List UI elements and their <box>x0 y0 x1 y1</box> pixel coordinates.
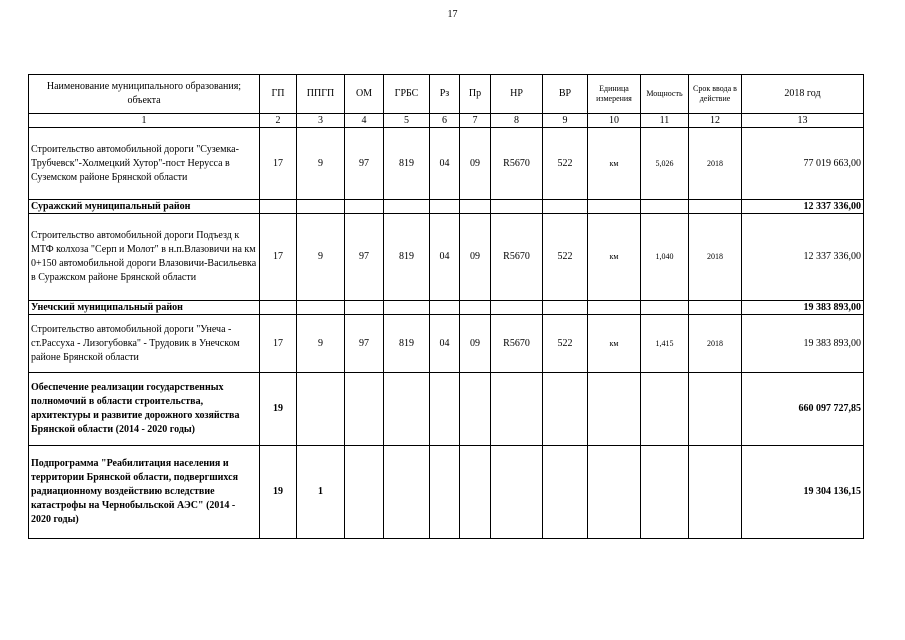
program-row <box>29 373 864 446</box>
capacity-cell: 5,026 <box>641 128 689 200</box>
subprogram-row <box>29 446 864 539</box>
empty-cell <box>297 200 345 214</box>
gp-cell: 17 <box>260 214 297 301</box>
empty-cell <box>260 301 297 315</box>
object-name: Строительство автомобильной дороги "Суземка-Трубчевск"-Холмецкий Хутор"-пост Нерусса в Суземском районе Брянской области <box>29 128 260 200</box>
empty-cell <box>384 200 430 214</box>
grbs-cell: 819 <box>384 315 430 373</box>
unit-cell: км <box>588 214 641 301</box>
om-cell: 97 <box>345 315 384 373</box>
empty-cell <box>491 301 543 315</box>
district-name: Суражский муниципальный район <box>29 200 260 214</box>
table-row <box>29 128 864 200</box>
empty-cell <box>543 301 588 315</box>
amount-cell: 12 337 336,00 <box>742 214 864 301</box>
capacity-cell: 1,415 <box>641 315 689 373</box>
nr-cell: R5670 <box>491 128 543 200</box>
header-ppgp: ППГП <box>297 75 345 114</box>
header-grbs: ГРБС <box>384 75 430 114</box>
empty-cell <box>588 301 641 315</box>
table-row <box>29 214 864 301</box>
empty-cell <box>297 373 345 446</box>
header-pr: Пр <box>460 75 491 114</box>
column-number: 2 <box>260 114 297 128</box>
unit-cell: км <box>588 315 641 373</box>
empty-cell <box>260 200 297 214</box>
header-gp: ГП <box>260 75 297 114</box>
column-number: 12 <box>689 114 742 128</box>
amount-cell: 77 019 663,00 <box>742 128 864 200</box>
vr-cell: 522 <box>543 128 588 200</box>
program-amount: 660 097 727,85 <box>742 373 864 446</box>
subprogram-name: Подпрограмма "Реабилитация населения и территории Брянской области, подвергшихся радиационному воздействию вследствие катастрофы на Чернобыльской АЭС" (2014 - 2020 годы) <box>29 446 260 539</box>
column-numbers-row <box>29 114 864 128</box>
header-vr: ВР <box>543 75 588 114</box>
empty-cell <box>384 301 430 315</box>
budget-table <box>28 74 864 539</box>
header-capacity: Мощность <box>641 75 689 114</box>
object-name: Строительство автомобильной дороги "Унеча - ст.Рассуха - Лизогубовка" - Трудовик в Унечском районе Брянской области <box>29 315 260 373</box>
district-name: Унечский муниципальный район <box>29 301 260 315</box>
column-number: 1 <box>29 114 260 128</box>
gp-cell: 17 <box>260 128 297 200</box>
gp-cell: 19 <box>260 446 297 539</box>
rz-cell: 04 <box>430 315 460 373</box>
column-number: 9 <box>543 114 588 128</box>
empty-cell <box>588 200 641 214</box>
vr-cell: 522 <box>543 315 588 373</box>
empty-cell <box>345 373 384 446</box>
empty-cell <box>641 301 689 315</box>
table-row <box>29 315 864 373</box>
rz-cell: 04 <box>430 128 460 200</box>
empty-cell <box>641 373 689 446</box>
empty-cell <box>384 373 430 446</box>
empty-cell <box>588 446 641 539</box>
term-cell: 2018 <box>689 214 742 301</box>
empty-cell <box>430 200 460 214</box>
empty-cell <box>543 446 588 539</box>
pr-cell: 09 <box>460 128 491 200</box>
page-number: 17 <box>447 9 458 20</box>
pr-cell: 09 <box>460 214 491 301</box>
vr-cell: 522 <box>543 214 588 301</box>
empty-cell <box>460 446 491 539</box>
nr-cell: R5670 <box>491 315 543 373</box>
empty-cell <box>491 373 543 446</box>
column-number: 6 <box>430 114 460 128</box>
ppgp-cell: 9 <box>297 214 345 301</box>
empty-cell <box>641 200 689 214</box>
gp-cell: 19 <box>260 373 297 446</box>
empty-cell <box>491 200 543 214</box>
empty-cell <box>345 301 384 315</box>
subprogram-amount: 19 304 136,15 <box>742 446 864 539</box>
empty-cell <box>345 446 384 539</box>
column-number: 8 <box>491 114 543 128</box>
empty-cell <box>460 373 491 446</box>
amount-cell: 19 383 893,00 <box>742 315 864 373</box>
empty-cell <box>460 301 491 315</box>
district-amount: 19 383 893,00 <box>742 301 864 315</box>
ppgp-cell: 9 <box>297 128 345 200</box>
district-amount: 12 337 336,00 <box>742 200 864 214</box>
column-number: 3 <box>297 114 345 128</box>
nr-cell: R5670 <box>491 214 543 301</box>
header-name: Наименование муниципального образования; объекта <box>29 75 260 114</box>
empty-cell <box>641 446 689 539</box>
empty-cell <box>689 200 742 214</box>
empty-cell <box>689 301 742 315</box>
column-number: 13 <box>742 114 864 128</box>
empty-cell <box>588 373 641 446</box>
empty-cell <box>297 301 345 315</box>
object-name: Строительство автомобильной дороги Подъезд к МТФ колхоза "Серп и Молот" в н.п.Влазовичи на км 0+150 автомобильной дороги Влазовичи-Васильевка в Суражском районе Брянской области <box>29 214 260 301</box>
unit-cell: км <box>588 128 641 200</box>
empty-cell <box>689 373 742 446</box>
header-om: ОМ <box>345 75 384 114</box>
empty-cell <box>430 446 460 539</box>
empty-cell <box>491 446 543 539</box>
header-nr: НР <box>491 75 543 114</box>
pr-cell: 09 <box>460 315 491 373</box>
empty-cell <box>430 301 460 315</box>
column-number: 4 <box>345 114 384 128</box>
empty-cell <box>384 446 430 539</box>
om-cell: 97 <box>345 214 384 301</box>
district-row <box>29 200 864 214</box>
empty-cell <box>689 446 742 539</box>
header-year: 2018 год <box>742 75 864 114</box>
column-number: 11 <box>641 114 689 128</box>
program-name: Обеспечение реализации государственных полномочий в области строительства, архитектуры и развитие дорожного хозяйства Брянской области (2014 - 2020 годы) <box>29 373 260 446</box>
capacity-cell: 1,040 <box>641 214 689 301</box>
header-term: Срок ввода в действие <box>689 75 742 114</box>
grbs-cell: 819 <box>384 214 430 301</box>
column-number: 10 <box>588 114 641 128</box>
term-cell: 2018 <box>689 315 742 373</box>
om-cell: 97 <box>345 128 384 200</box>
district-row <box>29 301 864 315</box>
column-number: 5 <box>384 114 430 128</box>
empty-cell <box>460 200 491 214</box>
ppgp-cell: 9 <box>297 315 345 373</box>
header-rz: Рз <box>430 75 460 114</box>
grbs-cell: 819 <box>384 128 430 200</box>
table-header-row <box>29 75 864 114</box>
rz-cell: 04 <box>430 214 460 301</box>
empty-cell <box>543 373 588 446</box>
term-cell: 2018 <box>689 128 742 200</box>
header-unit: Единица измерения <box>588 75 641 114</box>
gp-cell: 17 <box>260 315 297 373</box>
empty-cell <box>430 373 460 446</box>
empty-cell <box>345 200 384 214</box>
ppgp-cell: 1 <box>297 446 345 539</box>
column-number: 7 <box>460 114 491 128</box>
empty-cell <box>543 200 588 214</box>
